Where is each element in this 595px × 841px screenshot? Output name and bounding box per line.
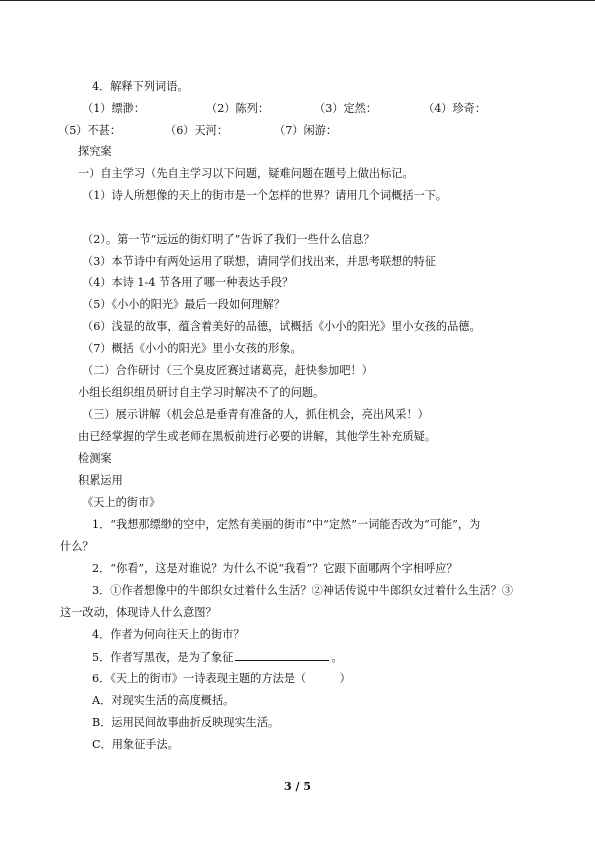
term-2: （2）陈列： [206,102,270,115]
poem-title: 《天上的街市》 [82,496,161,509]
test-q4: 4．作者为何向往天上的街市？ [92,628,245,641]
section-test: 检测案 [78,452,112,465]
page-number: 3 / 5 [284,780,311,793]
option-c: C．用象征手法。 [92,738,179,751]
self-study-q1: （1）诗人所想像的天上的街市是一个怎样的世界？请用几个词概括一下。 [82,189,448,202]
test-q5-end: 。 [331,651,343,664]
test-q3: 3．①作者想像中的牛郎织女过着什么生活？②神话传说中牛郎织女过着什么生活？③ [92,584,514,597]
term-4: （4）珍奇： [423,102,487,115]
self-study-q7: （7）概括《小小的阳光》里小女孩的形象。 [82,342,302,355]
term-6: （6）天河： [165,124,229,137]
term-7: （7）闲游： [274,124,338,137]
presentation-heading: （三）展示讲解（机会总是垂青有准备的人，抓住机会，亮出风采！） [82,408,429,421]
self-study-q4: （4）本诗 1-4 节各用了哪一种表达手段？ [82,276,294,289]
option-b: B．运用民间故事曲折反映现实生活。 [92,716,280,729]
option-a: A．对现实生活的高度概括。 [92,694,235,707]
presentation-text: 由已经掌握的学生或老师在黑板前进行必要的讲解，其他学生补充质疑。 [78,430,437,443]
section-explore: 探究案 [78,145,112,158]
self-study-q6: （6）浅显的故事，蕴含着美好的品德，试概括《小小的阳光》里小女孩的品德。 [82,320,481,333]
self-study-q2: （2）。第一节“远远的街灯明了”告诉了我们一些什么信息？ [82,233,375,246]
cooperation-text: 小组长组织组员研讨自主学习时解决不了的问题。 [78,386,325,399]
self-study-q3: （3）本节诗中有两处运用了联想，请同学们找出来，并思考联想的特征 [82,255,436,268]
test-q3-cont: 这一改动，体现诗人什么意图？ [60,606,217,619]
test-q6: 6．《天上的街市》一诗表现主题的方法是（ ） [92,672,351,685]
test-q2: 2．“你看”，这是对谁说？为什么不说“我看”？它跟下面哪两个字相呼应？ [92,562,458,575]
test-q1-cont: 什么？ [60,540,94,553]
test-q1: 1．“我想那缥缈的空中，定然有美丽的街市”中“定然”一词能否改为“可能”，为 [92,518,481,531]
self-study-q5: （5）《小小的阳光》最后一段如何理解？ [82,298,285,311]
answer-blank[interactable] [235,650,329,661]
test-q5 [92,650,343,665]
term-5: （5）不甚： [58,124,122,137]
accumulate-heading: 积累运用 [78,474,123,487]
top-rule [0,0,595,1]
term-3: （3）定然： [314,102,378,115]
cooperation-heading: （二）合作研讨（三个臭皮匠赛过诸葛亮，赶快参加吧！） [82,364,373,377]
q4-heading: 4．解释下列词语。 [92,80,189,93]
test-q5-text: 5．作者写黑夜，是为了象征 [92,651,234,664]
self-study-heading: 一）自主学习（先自主学习以下问题，疑难问题在题号上做出标记。 [78,167,414,180]
term-1: （1）缥渺： [82,102,146,115]
